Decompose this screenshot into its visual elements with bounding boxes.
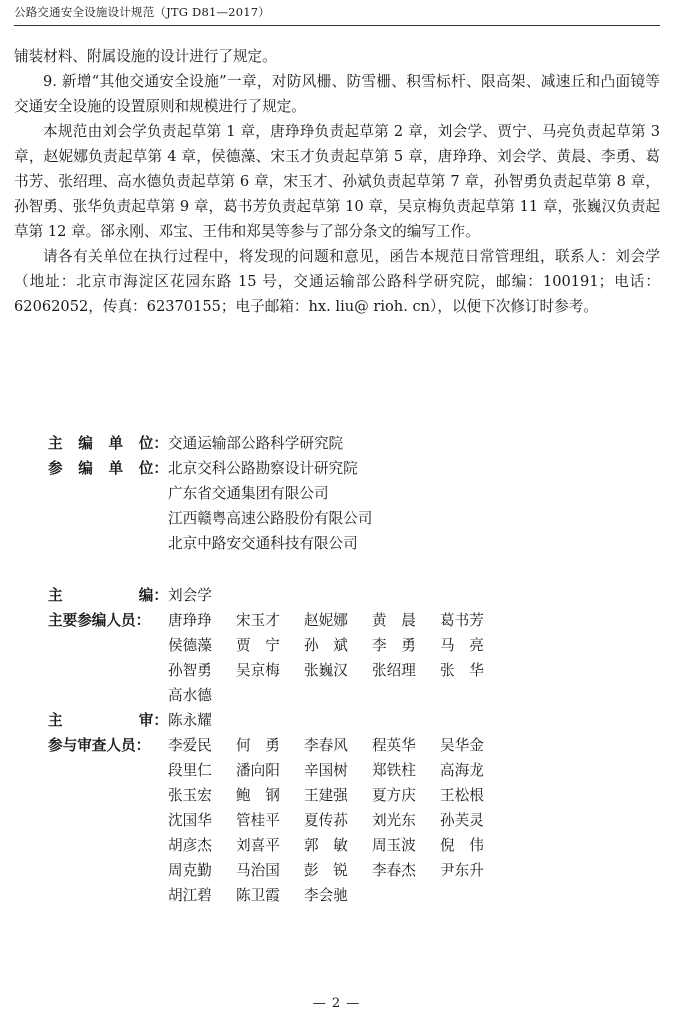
person-name: 高水德 [168, 687, 212, 704]
paragraph-contact: 请各有关单位在执行过程中，将发现的问题和意见，函告本规范日常管理组，联系人：刘会学（地址：北京市海淀区花园东路 15 号，交通运输部公路科学研究院，邮编：100191；电话：62062052，传真：62370155；电子邮箱：hx. liu@ rioh. cn），以便下次修订时参考。 [14, 248, 660, 315]
person-name: 夏传荪 [304, 812, 348, 829]
person-name: 潘向阳 [236, 762, 280, 779]
person-name: 管桂平 [236, 812, 280, 829]
person-name: 刘喜平 [236, 837, 280, 854]
person-name: 李春风 [304, 737, 348, 754]
person-name: 张绍理 [372, 662, 416, 679]
paragraph-continuation: 铺装材料、附属设施的设计进行了规定。 [14, 48, 277, 65]
chief-unit-value: 交通运输部公路科学研究院 [168, 435, 344, 452]
header-title: 公路交通安全设施设计规范（JTG D81—2017） [14, 5, 270, 19]
review-members-label: 参与审查人员： [48, 737, 151, 754]
person-name: 鲍 钢 [236, 787, 280, 804]
person-name: 王松根 [440, 787, 484, 804]
person-name: 黄 晨 [372, 612, 416, 629]
person-name: 段里仁 [168, 762, 212, 779]
person-name: 尹东升 [440, 862, 484, 879]
organizations-block [48, 431, 372, 556]
chief-unit-row [48, 431, 372, 456]
review-members-list [168, 733, 508, 908]
participant-unit-row [48, 456, 372, 556]
person-name: 马治国 [236, 862, 280, 879]
person-name: 宋玉才 [236, 612, 280, 629]
person-name: 孙智勇 [168, 662, 212, 679]
person-name: 胡江碧 [168, 887, 212, 904]
person-name: 彭 锐 [304, 862, 348, 879]
editor-row [48, 583, 508, 608]
people-block [48, 583, 508, 908]
person-name: 郑铁柱 [372, 762, 416, 779]
editor-label: 主 编： [48, 587, 168, 604]
person-name: 侯德藻 [168, 637, 212, 654]
main-contributors-label: 主要参编人员： [48, 612, 151, 629]
person-name: 李会驰 [304, 887, 348, 904]
reviewer-row [48, 708, 508, 733]
main-contributors-row [48, 608, 508, 708]
running-header [14, 4, 660, 26]
person-name: 李春杰 [372, 862, 416, 879]
participant-unit: 北京中路安交通科技有限公司 [168, 535, 358, 552]
person-name: 何 勇 [236, 737, 280, 754]
person-name: 李 勇 [372, 637, 416, 654]
person-name: 沈国华 [168, 812, 212, 829]
person-name: 王建强 [304, 787, 348, 804]
person-name: 夏方庆 [372, 787, 416, 804]
person-name: 周玉波 [372, 837, 416, 854]
reviewer-name: 陈永耀 [168, 712, 212, 729]
person-name: 葛书芳 [440, 612, 484, 629]
person-name: 赵妮娜 [304, 612, 348, 629]
person-name: 程英华 [372, 737, 416, 754]
reviewer-label: 主 审： [48, 712, 168, 729]
participant-unit-label: 参 编 单 位： [48, 460, 168, 477]
page-number: — 2 — [312, 996, 361, 1011]
paragraph-item-9: 9. 新增“其他交通安全设施”一章，对防风栅、防雪栅、积雪标杆、限高架、减速丘和凸面镜等交通安全设施的设置原则和规模进行了规定。 [14, 73, 660, 115]
participant-unit: 江西赣粤高速公路股份有限公司 [168, 510, 373, 527]
person-name: 吴华金 [440, 737, 484, 754]
person-name: 孙 斌 [304, 637, 348, 654]
person-name: 李爱民 [168, 737, 212, 754]
person-name: 郭 敏 [304, 837, 348, 854]
person-name: 张 华 [440, 662, 484, 679]
person-name: 吴京梅 [236, 662, 280, 679]
participant-unit: 广东省交通集团有限公司 [168, 485, 329, 502]
paragraph-drafters: 本规范由刘会学负责起草第 1 章，唐琤琤负责起草第 2 章，刘会学、贾宁、马亮负责起草第 3 章，赵妮娜负责起草第 4 章，侯德藻、宋玉才负责起草第 5 章，唐琤琤、刘会学、黄晨、李勇、葛书芳、张绍理、高水德负责起草第 6 章，宋玉才、孙斌负责起草第 7 章，孙智勇负责起草第 8 章，孙智勇、张华负责起草第 9 章，葛书芳负责起草第 10 章，吴京梅负责起草第 11 章，张巍汉负责起草第 12 章。郤永刚、邓宝、王伟和郑昊等参与了部分条文的编写工作。 [14, 123, 660, 240]
person-name: 贾 宁 [236, 637, 280, 654]
person-name: 陈卫霞 [236, 887, 280, 904]
person-name: 周克勤 [168, 862, 212, 879]
person-name: 刘光东 [372, 812, 416, 829]
review-members-row [48, 733, 508, 908]
person-name: 胡彦杰 [168, 837, 212, 854]
person-name: 马 亮 [440, 637, 484, 654]
person-name: 辛国树 [304, 762, 348, 779]
person-name: 倪 伟 [440, 837, 484, 854]
person-name: 唐琤琤 [168, 612, 212, 629]
person-name: 孙芙灵 [440, 812, 484, 829]
person-name: 张玉宏 [168, 787, 212, 804]
body-text [14, 44, 660, 319]
editor-name: 刘会学 [168, 587, 212, 604]
participant-unit: 北京交科公路勘察设计研究院 [168, 460, 358, 477]
person-name: 高海龙 [440, 762, 484, 779]
chief-unit-label: 主 编 单 位： [48, 435, 168, 452]
person-name: 张巍汉 [304, 662, 348, 679]
main-contributors-list [168, 608, 508, 708]
